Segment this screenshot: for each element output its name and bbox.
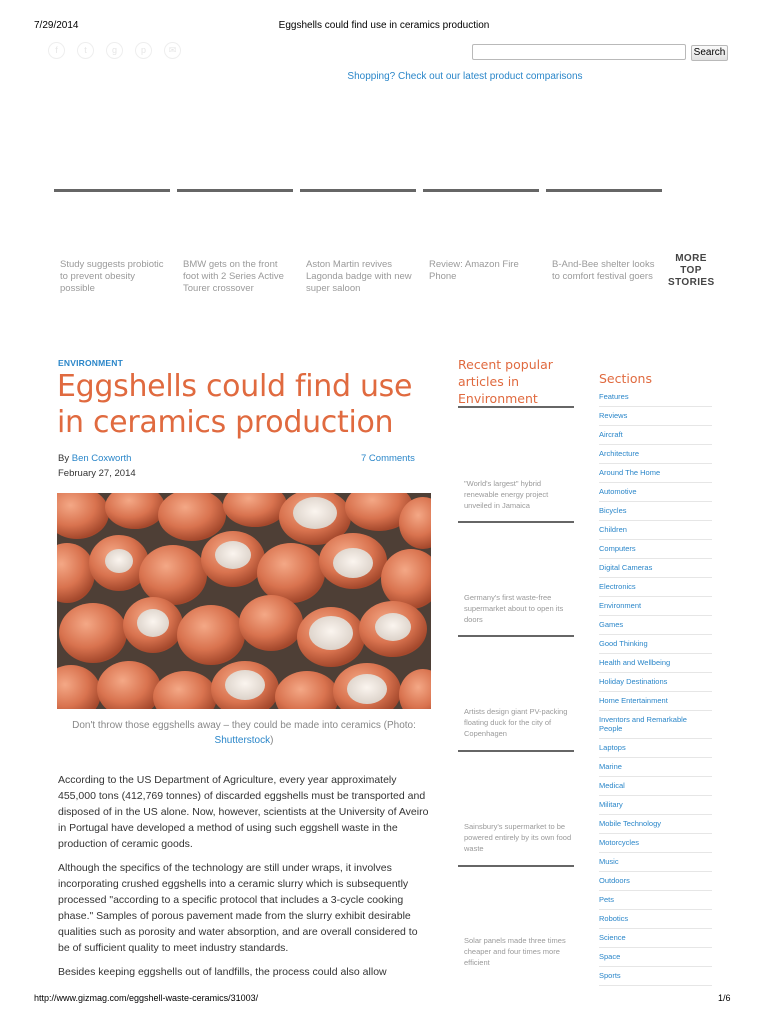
comments-link[interactable]: 7 Comments — [361, 453, 415, 464]
top-story-link[interactable]: B-And-Bee shelter looks to comfort festival goers — [552, 259, 655, 282]
section-link[interactable]: Medical — [599, 777, 712, 796]
article-paragraph: Although the specifics of the technology are still under wraps, it involves incorporating crushed eggshells into a ceramic slurry which is subsequently processed "according to a specific protocol that includes a 3-cycle cooking phase." Samples of porous pavement made from the slurry exhibit desirable qualities such as porosity and water absorption, and are overall considered to be of sufficient quality to meet industry standards. — [58, 862, 418, 954]
divider — [458, 406, 574, 408]
section-link[interactable]: Inventors and Remarkable People — [599, 711, 712, 739]
article-body — [58, 772, 430, 988]
section-link[interactable]: Aircraft — [599, 426, 712, 445]
top-story-link[interactable]: BMW gets on the front foot with 2 Series Active Tourer crossover — [183, 259, 284, 294]
search-button[interactable]: Search — [691, 45, 728, 61]
facebook-icon[interactable]: f — [48, 42, 65, 59]
divider — [458, 521, 574, 523]
section-link[interactable]: Outdoors — [599, 872, 712, 891]
section-link[interactable]: Architecture — [599, 445, 712, 464]
section-link[interactable]: Around The Home — [599, 464, 712, 483]
recent-popular-heading: Recent popular articles in Environment — [458, 357, 553, 406]
recent-article-link[interactable]: Germany's first waste-free supermarket about to open its doors — [464, 593, 564, 624]
byline-prefix: By — [58, 453, 70, 464]
story-image-placeholder[interactable] — [546, 189, 662, 192]
section-link[interactable]: Robotics — [599, 910, 712, 929]
divider — [458, 635, 574, 637]
section-link[interactable]: Holiday Destinations — [599, 673, 712, 692]
section-link[interactable]: Music — [599, 853, 712, 872]
article-category[interactable]: ENVIRONMENT — [58, 358, 124, 368]
more-top-stories-link[interactable]: MORE TOP STORIES — [668, 253, 715, 288]
social-share-bar — [48, 42, 181, 59]
section-link[interactable]: Bicycles — [599, 502, 712, 521]
section-link[interactable]: Computers — [599, 540, 712, 559]
section-link[interactable]: Good Thinking — [599, 635, 712, 654]
caption-text: Don't throw those eggshells away – they could be made into ceramics (Photo: — [72, 720, 416, 731]
recent-article-link[interactable]: "World's largest" hybrid renewable energy project unveiled in Jamaica — [464, 479, 549, 510]
print-page-number: 1/6 — [718, 993, 731, 1003]
top-story-link[interactable]: Review: Amazon Fire Phone — [429, 259, 519, 282]
top-story-link[interactable]: Aston Martin revives Lagonda badge with new super saloon — [306, 259, 412, 294]
email-icon[interactable]: ✉ — [164, 42, 181, 59]
section-link[interactable]: Digital Cameras — [599, 559, 712, 578]
shopping-link[interactable]: Shopping? Check out our latest product comparisons — [347, 71, 583, 82]
section-link[interactable]: Space — [599, 948, 712, 967]
story-image-placeholder[interactable] — [300, 189, 416, 192]
section-link[interactable]: Laptops — [599, 739, 712, 758]
section-link[interactable]: Marine — [599, 758, 712, 777]
section-link[interactable]: Sports — [599, 967, 712, 986]
section-link[interactable]: Home Entertainment — [599, 692, 712, 711]
article-title: Eggshells could find use in ceramics production — [57, 369, 413, 440]
sections-heading: Sections — [599, 371, 652, 386]
article-date: February 27, 2014 — [58, 468, 136, 479]
sections-list — [599, 388, 712, 986]
section-link[interactable]: Science — [599, 929, 712, 948]
google-plus-icon[interactable]: g — [106, 42, 123, 59]
photo-caption — [57, 718, 431, 748]
pinterest-icon[interactable]: p — [135, 42, 152, 59]
search-input[interactable] — [472, 44, 686, 60]
article-paragraph: Besides keeping eggshells out of landfills, the process could also allow — [58, 966, 387, 978]
section-link[interactable]: Games — [599, 616, 712, 635]
recent-article-link[interactable]: Sainsbury's supermarket to be powered entirely by its own food waste — [464, 822, 572, 853]
print-url: http://www.gizmag.com/eggshell-waste-ceramics/31003/ — [34, 993, 259, 1003]
story-image-placeholder[interactable] — [54, 189, 170, 192]
photo-credit-link[interactable]: Shutterstock — [214, 735, 271, 746]
section-link[interactable]: Automotive — [599, 483, 712, 502]
divider — [458, 865, 574, 867]
twitter-icon[interactable]: t — [77, 42, 94, 59]
eggshells-image — [57, 493, 431, 709]
recent-article-link[interactable]: Solar panels made three times cheaper and four times more efficient — [464, 936, 566, 967]
section-link[interactable]: Health and Wellbeing — [599, 654, 712, 673]
caption-end: ) — [270, 735, 274, 746]
article-photo — [57, 493, 431, 709]
section-link[interactable]: Children — [599, 521, 712, 540]
author-link[interactable]: Ben Coxworth — [71, 453, 132, 464]
section-link[interactable]: Military — [599, 796, 712, 815]
article-paragraph: According to the US Department of Agriculture, every year approximately 455,000 tons (412,769 tonnes) of discarded eggshells must be transported and disposed of in the US alone. Now, however, scientists at the University of Aveiro in Portugal have developed a method of using such eggshell waste in the production of ceramic goods. — [58, 774, 429, 850]
divider — [458, 750, 574, 752]
print-title: Eggshells could find use in ceramics production — [278, 20, 490, 31]
section-link[interactable]: Mobile Technology — [599, 815, 712, 834]
section-link[interactable]: Pets — [599, 891, 712, 910]
byline — [58, 453, 131, 464]
section-link[interactable]: Electronics — [599, 578, 712, 597]
section-link[interactable]: Features — [599, 388, 712, 407]
story-image-placeholder[interactable] — [177, 189, 293, 192]
section-link[interactable]: Motorcycles — [599, 834, 712, 853]
top-story-link[interactable]: Study suggests probiotic to prevent obesity possible — [60, 259, 164, 294]
story-image-placeholder[interactable] — [423, 189, 539, 192]
section-link[interactable]: Environment — [599, 597, 712, 616]
print-date: 7/29/2014 — [34, 20, 79, 31]
section-link[interactable]: Reviews — [599, 407, 712, 426]
recent-article-link[interactable]: Artists design giant PV-packing floating duck for the city of Copenhagen — [464, 707, 568, 738]
